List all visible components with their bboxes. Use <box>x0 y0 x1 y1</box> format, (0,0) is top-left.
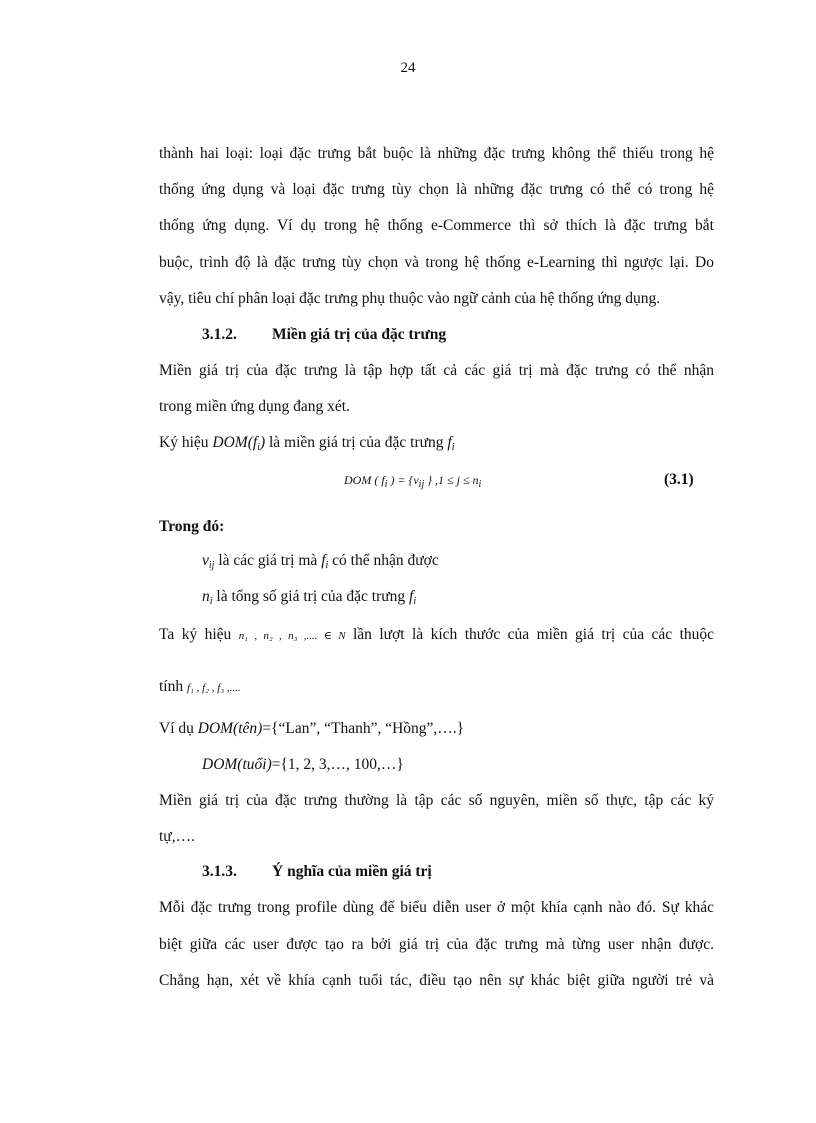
notation-dom: DOM(f <box>212 434 258 451</box>
var-f-sub: i <box>325 560 329 571</box>
equation-sub-ij: ij <box>418 479 425 490</box>
paragraph-line: thống ứng dụng. Ví dụ trong hệ thống e-Commerce thì sở thích là đặc trưng bắt <box>159 217 714 234</box>
notation-f: f <box>447 434 452 451</box>
equation-rhs: } ,1 ≤ j ≤ n <box>424 473 479 487</box>
where-text: là tổng số giá trị của đặc trưng <box>212 588 410 605</box>
sizes-math: n₁ , n₂ , n₃ ,.... ∈ N <box>238 630 346 642</box>
notation-f-sub: i <box>451 442 455 453</box>
notation-line <box>159 433 455 453</box>
example-dom-age: DOM(tuổi) <box>202 756 272 773</box>
example-name-line <box>159 719 464 739</box>
var-f-sub: i <box>413 596 417 607</box>
paragraph-line: Chẳng hạn, xét về khía cạnh tuổi tác, điều tạo nên sự khác biệt giữa người trẻ và <box>159 972 714 989</box>
where-text: là các giá trị mà <box>214 552 322 569</box>
attributes-math: f₁ , f₂ , f₃ ,.... <box>187 682 241 694</box>
notation-prefix: Ký hiệu <box>159 434 213 451</box>
equation-lhs: DOM ( f <box>344 473 385 487</box>
paragraph-line: Miền giá trị của đặc trưng là tập hợp tất cả các giá trị mà đặc trưng có thể nhận <box>159 362 714 379</box>
example-dom-name: DOM(tên) <box>197 720 263 737</box>
notation-middle: là miền giá trị của đặc trưng <box>265 434 448 451</box>
paragraph-line: thống ứng dụng và loại đặc trưng tùy chọn là những đặc trưng có thể có trong hệ <box>159 181 714 198</box>
section-number: 3.1.2. <box>202 326 237 343</box>
sizes-suffix: lần lượt là kích thước của miền giá trị của các thuộc <box>353 626 715 643</box>
paragraph-line: vậy, tiêu chí phân loại đặc trưng phụ thuộc vào ngữ cảnh của hệ thống ứng dụng. <box>159 290 661 307</box>
attributes-line <box>159 677 241 698</box>
example-age-line <box>202 755 404 775</box>
where-item-ni <box>202 587 416 607</box>
var-f: f <box>409 588 414 605</box>
attributes-prefix: tính <box>159 678 187 695</box>
where-label: Trong đó: <box>159 518 225 535</box>
section-number: 3.1.3. <box>202 863 237 880</box>
var-v: v <box>202 552 209 569</box>
var-n: n <box>202 588 210 605</box>
notation-close: ) <box>259 434 266 451</box>
example-label: Ví dụ <box>159 720 194 737</box>
section-title: Miền giá trị của đặc trưng <box>272 326 447 343</box>
sizes-prefix: Ta ký hiệu <box>159 626 232 643</box>
equation-sub-ni: i <box>478 479 482 490</box>
var-f: f <box>321 552 326 569</box>
var-n-sub: i <box>209 596 213 607</box>
equation-3-1 <box>344 470 481 490</box>
equation-number: (3.1) <box>664 471 694 488</box>
equation-mid: ) = {v <box>387 473 419 487</box>
page-number: 24 <box>400 60 416 76</box>
sizes-line <box>159 625 714 646</box>
where-text: có thể nhận được <box>328 552 439 569</box>
paragraph-line: buộc, trình độ là đặc trưng tùy chọn và trong hệ thống e-Learning thì ngược lại. Do <box>159 254 714 271</box>
notation-sub: i <box>257 442 260 453</box>
example-values-name: ={“Lan”, “Thanh”, “Hồng”,….} <box>262 720 465 737</box>
var-v-sub: ij <box>208 560 215 571</box>
paragraph-line: Mỗi đặc trưng trong profile dùng để biểu diễn user ở một khía cạnh nào đó. Sự khác <box>159 899 714 916</box>
example-values-age: ={1, 2, 3,…, 100,…} <box>271 756 404 773</box>
equation-sub-i: i <box>384 479 388 490</box>
paragraph-line: tự,…. <box>159 828 195 845</box>
paragraph-line: trong miền ứng dụng đang xét. <box>159 398 350 415</box>
section-title: Ý nghĩa của miền giá trị <box>272 863 432 880</box>
paragraph-line: Miền giá trị của đặc trưng thường là tập các số nguyên, miền số thực, tập các ký <box>159 792 714 809</box>
paragraph-line: biệt giữa các user được tạo ra bởi giá trị của đặc trưng mà từng user nhận được. <box>159 936 714 953</box>
where-item-vij <box>202 551 439 571</box>
paragraph-line: thành hai loại: loại đặc trưng bắt buộc là những đặc trưng không thể thiếu trong hệ <box>159 145 714 162</box>
